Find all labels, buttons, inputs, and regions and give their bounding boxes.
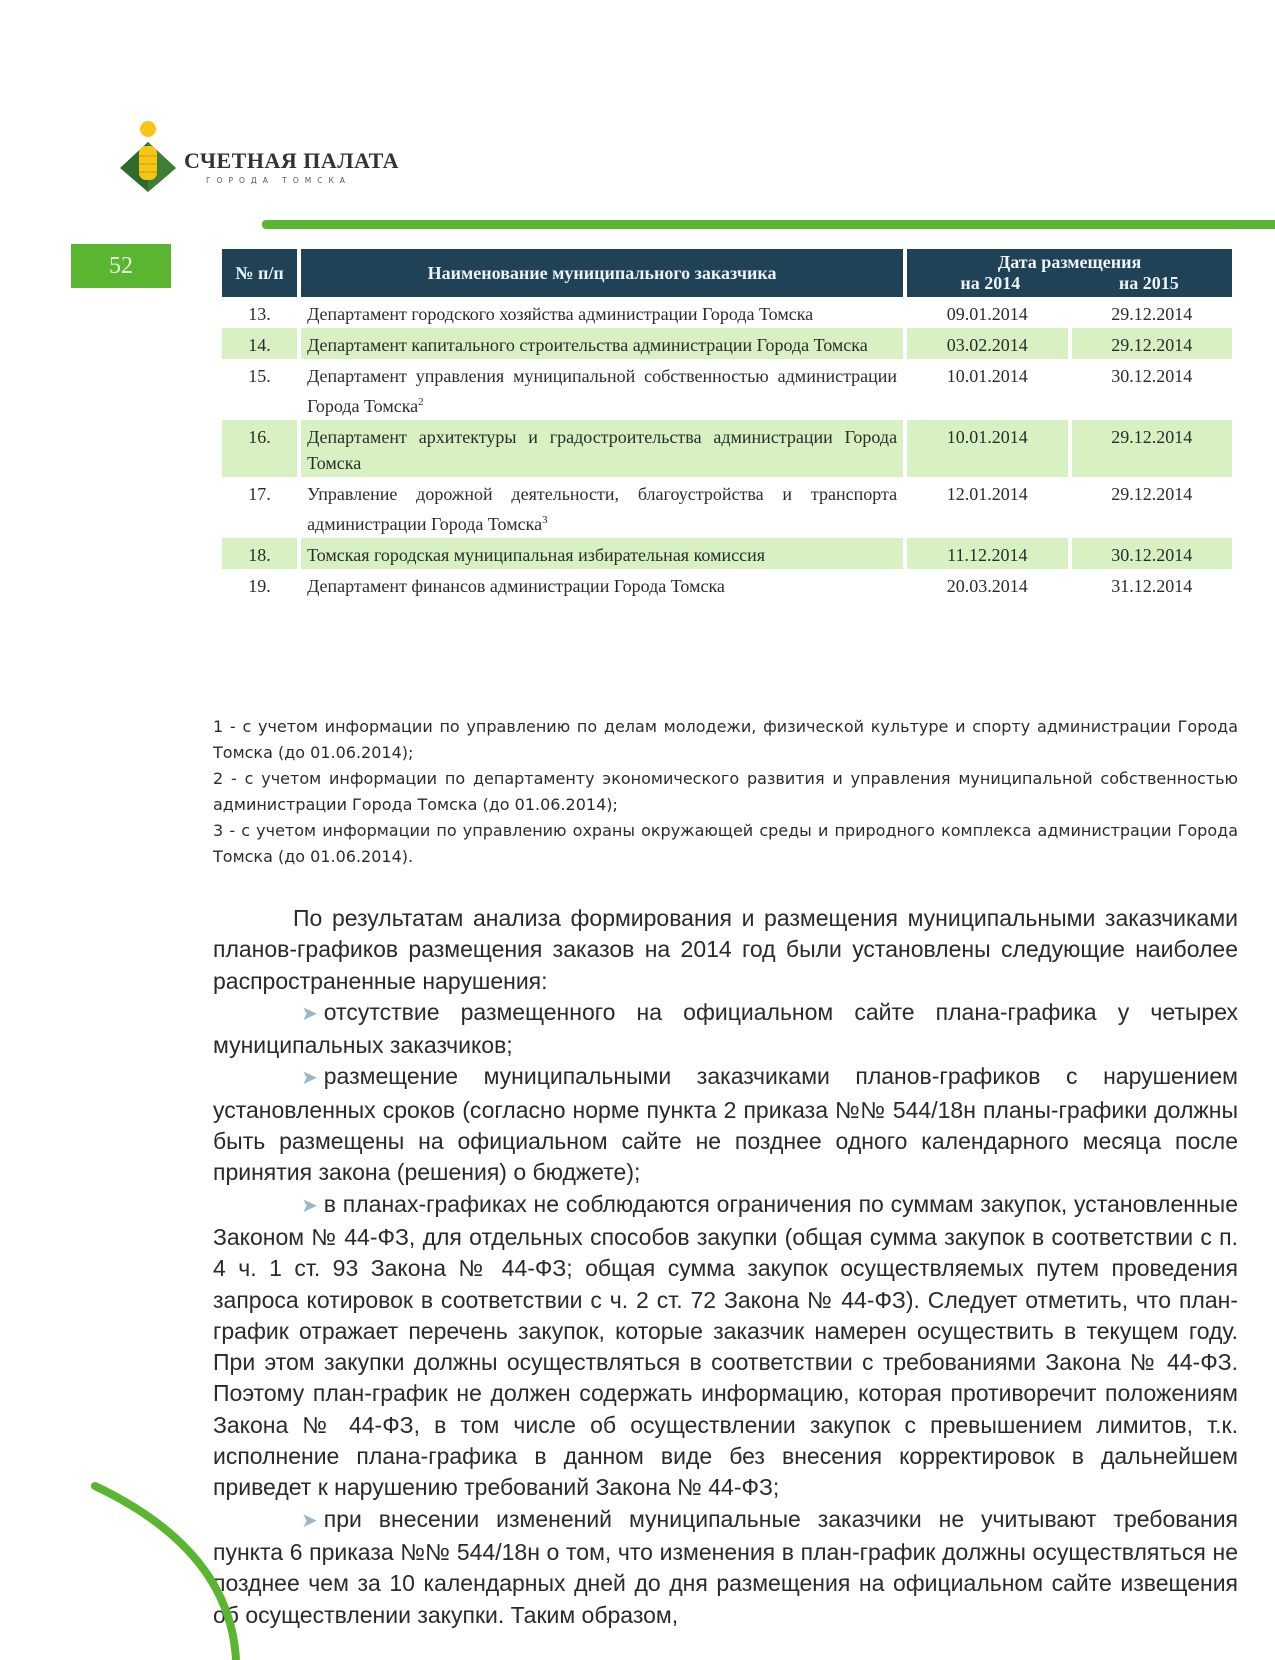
row-name-text: Управление дорожной деятельности, благоустройства и транспорта администрации Города Томска xyxy=(307,484,898,534)
arrow-bullet-icon: ➤ xyxy=(301,1067,318,1090)
header-dates xyxy=(907,249,1232,297)
logo-coin-stack-icon xyxy=(118,120,178,195)
logo-subtitle: ГОРОДА ТОМСКА xyxy=(206,176,351,185)
row-date-2014: 12.01.2014 xyxy=(946,484,1028,504)
bullet-text: в планах-графиках не соблюдаются ограничения по суммам закупок, установленные Законом № 44-ФЗ, для отдельных способов закупки (общая сумма закупок в соответствии с п. 4 ч. 1 ст. 93 Закона № 44-ФЗ; общая сумма закупок осуществляемых путем проведения запроса котировок в соответствии с ч. 2 ст. 72 Закона № 44-ФЗ). Следует отметить, что план-график отражает перечень закупок, которые заказчик намерен осуществить в текущем году. При этом закупки должны осуществляться в соответствии с требованиями Закона № 44-ФЗ. Поэтому план-график не должен содержать информацию, которая противоречит положениям Закона № 44-ФЗ, в том числе об осуществлении закупок с превышением лимитов, т.к. исполнение плана-графика в данном виде без внесения корректировок в дальнейшем приведет к нарушению требований Закона № 44-ФЗ; xyxy=(213,1190,1238,1501)
footnote-ref: 3 xyxy=(542,514,548,526)
bullet-text: отсутствие размещенного на официальном сайте плана-графика у четырех муниципальных заказчиков; xyxy=(213,998,1238,1059)
footnote-1: 1 - с учетом информации по управлению по делам молодежи, физической культуре и спорту администрации Города Томска (до 01.06.2014); xyxy=(213,717,1238,762)
row-name xyxy=(301,359,903,420)
row-date-2014: 10.01.2014 xyxy=(907,420,1067,477)
bullet-item xyxy=(213,1504,1238,1631)
row-name: Томская городская муниципальная избирательная комиссия xyxy=(301,538,903,569)
footnote-2: 2 - с учетом информации по департаменту экономического развития и управления муниципальной собственностью администрации Города Томска (до 01.06.2014); xyxy=(213,769,1238,814)
header-name: Наименование муниципального заказчика xyxy=(301,249,903,297)
row-name: Департамент капитального строительства администрации Города Томска xyxy=(301,328,903,359)
page-number: 52 xyxy=(71,244,171,288)
row-num: 19. xyxy=(248,576,271,596)
arrow-bullet-icon: ➤ xyxy=(301,1194,318,1217)
arrow-bullet-icon: ➤ xyxy=(301,1509,318,1532)
row-num: 17. xyxy=(248,484,271,504)
row-num: 15. xyxy=(248,366,271,386)
header-date-2014: на 2014 xyxy=(960,273,1021,293)
decorative-green-arc xyxy=(60,1480,280,1660)
customers-table xyxy=(218,249,1236,600)
table-row xyxy=(222,359,1232,420)
table-row xyxy=(222,477,1232,538)
footnotes xyxy=(213,714,1238,870)
table-row xyxy=(222,569,1232,600)
header-date-2015: на 2015 xyxy=(1118,273,1179,293)
table-header-row xyxy=(222,249,1232,297)
table-row xyxy=(222,538,1232,569)
row-date-2015: 29.12.2014 xyxy=(1111,304,1193,324)
footnote-3: 3 - с учетом информации по управлению охраны окружающей среды и природного комплекса администрации Города Томска (до 01.06.2014). xyxy=(213,821,1238,866)
row-name: Департамент архитектуры и градостроительства администрации Города Томска xyxy=(301,420,903,477)
bullet-text: при внесении изменений муниципальные заказчики не учитывают требования пункта 6 приказа №№ 544/18н о том, что изменения в план-график должны осуществляться не позднее чем за 10 календарных дней до дня размещения на официальном сайте извещения об осуществлении закупки. Таким образом, xyxy=(213,1505,1238,1628)
row-date-2014: 09.01.2014 xyxy=(946,304,1028,324)
row-num: 13. xyxy=(248,304,271,324)
arrow-bullet-icon: ➤ xyxy=(301,1002,318,1025)
row-num: 18. xyxy=(222,538,297,569)
header-dates-label: Дата размещения xyxy=(997,252,1142,272)
table-row xyxy=(222,328,1232,359)
row-num: 14. xyxy=(222,328,297,359)
row-date-2015: 30.12.2014 xyxy=(1111,366,1193,386)
row-date-2015: 30.12.2014 xyxy=(1072,538,1232,569)
bullet-item xyxy=(213,1061,1238,1188)
footnote-ref: 2 xyxy=(418,396,424,408)
logo-title: СЧЕТНАЯ ПАЛАТА xyxy=(184,148,400,173)
body-text xyxy=(213,903,1238,1631)
intro-paragraph: По результатам анализа формирования и размещения муниципальными заказчиками планов-графиков размещения заказов на 2014 год были установлены следующие наиболее распространенные нарушения: xyxy=(213,905,1238,994)
row-date-2015: 29.12.2014 xyxy=(1111,484,1193,504)
table-row xyxy=(222,297,1232,328)
row-date-2015: 29.12.2014 xyxy=(1072,328,1232,359)
row-num: 16. xyxy=(222,420,297,477)
row-date-2014: 11.12.2014 xyxy=(907,538,1067,569)
row-name: Департамент финансов администрации Города Томска xyxy=(307,576,725,596)
row-date-2015: 29.12.2014 xyxy=(1072,420,1232,477)
row-name-text: Департамент управления муниципальной собственностью администрации Города Томска xyxy=(307,366,898,416)
logo xyxy=(118,120,418,200)
header-divider xyxy=(262,220,1275,229)
bullet-text: размещение муниципальными заказчиками планов-графиков с нарушением установленных сроков (согласно норме пункта 2 приказа №№ 544/18н планы-графики должны быть размещены на официальном сайте не позднее одного календарного месяца после принятия закона (решения) о бюджете); xyxy=(213,1063,1238,1186)
row-name: Департамент городского хозяйства администрации Города Томска xyxy=(307,304,814,324)
row-date-2014: 03.02.2014 xyxy=(907,328,1067,359)
bullet-item xyxy=(213,1189,1238,1504)
row-date-2015: 31.12.2014 xyxy=(1111,576,1193,596)
row-date-2014: 20.03.2014 xyxy=(946,576,1028,596)
header-num: № п/п xyxy=(222,249,297,297)
row-date-2014: 10.01.2014 xyxy=(946,366,1028,386)
bullet-item xyxy=(213,997,1238,1062)
row-name xyxy=(301,477,903,538)
table-row xyxy=(222,420,1232,477)
